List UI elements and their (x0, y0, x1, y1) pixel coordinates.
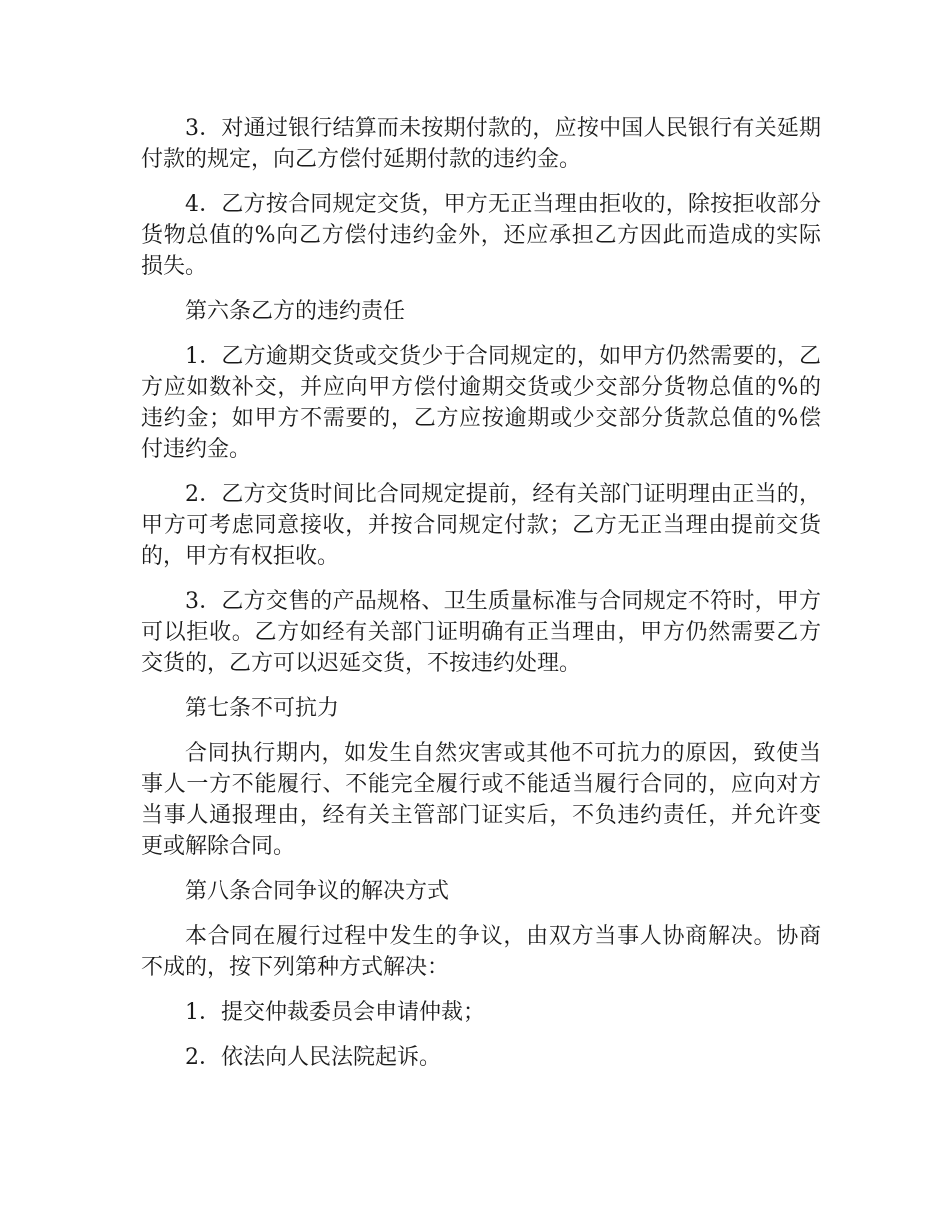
paragraph-clause-6-2: 2．乙方交货时间比合同规定提前，经有关部门证明理由正当的，甲方可考虑同意接收，并按合同规定付款；乙方无正当理由提前交货的，甲方有权拒收。 (141, 482, 821, 569)
paragraph-option-litigation: 2．依法向人民法院起诉。 (185, 1045, 441, 1070)
paragraph-clause-6-1: 1．乙方逾期交货或交货少于合同规定的，如甲方仍然需要的，乙方应如数补交，并应向甲方偿付逾期交货或少交部分货物总值的%的违约金；如甲方不需要的，乙方应按逾期或少交部分货款总值的%偿付违约金。 (141, 344, 821, 462)
paragraph-clause-5-3: 3．对通过银行结算而未按期付款的，应按中国人民银行有关延期付款的规定，向乙方偿付延期付款的违约金。 (141, 116, 821, 172)
article-6-heading: 第六条乙方的违约责任 (185, 299, 406, 324)
article-7-heading: 第七条不可抗力 (185, 696, 340, 721)
paragraph-clause-6-3: 3．乙方交售的产品规格、卫生质量标准与合同规定不符时，甲方可以拒收。乙方如经有关部门证明确有正当理由，甲方仍然需要乙方交货的，乙方可以迟延交货，不按违约处理。 (141, 589, 821, 676)
article-8-heading: 第八条合同争议的解决方式 (185, 879, 450, 904)
document-body (141, 113, 821, 1087)
paragraph-dispute-resolution: 本合同在履行过程中发生的争议，由双方当事人协商解决。协商不成的，按下列第种方式解决： (141, 924, 821, 980)
paragraph-clause-5-4: 4．乙方按合同规定交货，甲方无正当理由拒收的，除按拒收部分货物总值的%向乙方偿付违约金外，还应承担乙方因此而造成的实际损失。 (141, 192, 821, 279)
paragraph-force-majeure: 合同执行期内，如发生自然灾害或其他不可抗力的原因，致使当事人一方不能履行、不能完全履行或不能适当履行合同的，应向对方当事人通报理由，经有关主管部门证实后，不负违约责任，并允许变更或解除合同。 (141, 741, 821, 859)
paragraph-option-arbitration: 1．提交仲裁委员会申请仲裁； (185, 1000, 485, 1025)
